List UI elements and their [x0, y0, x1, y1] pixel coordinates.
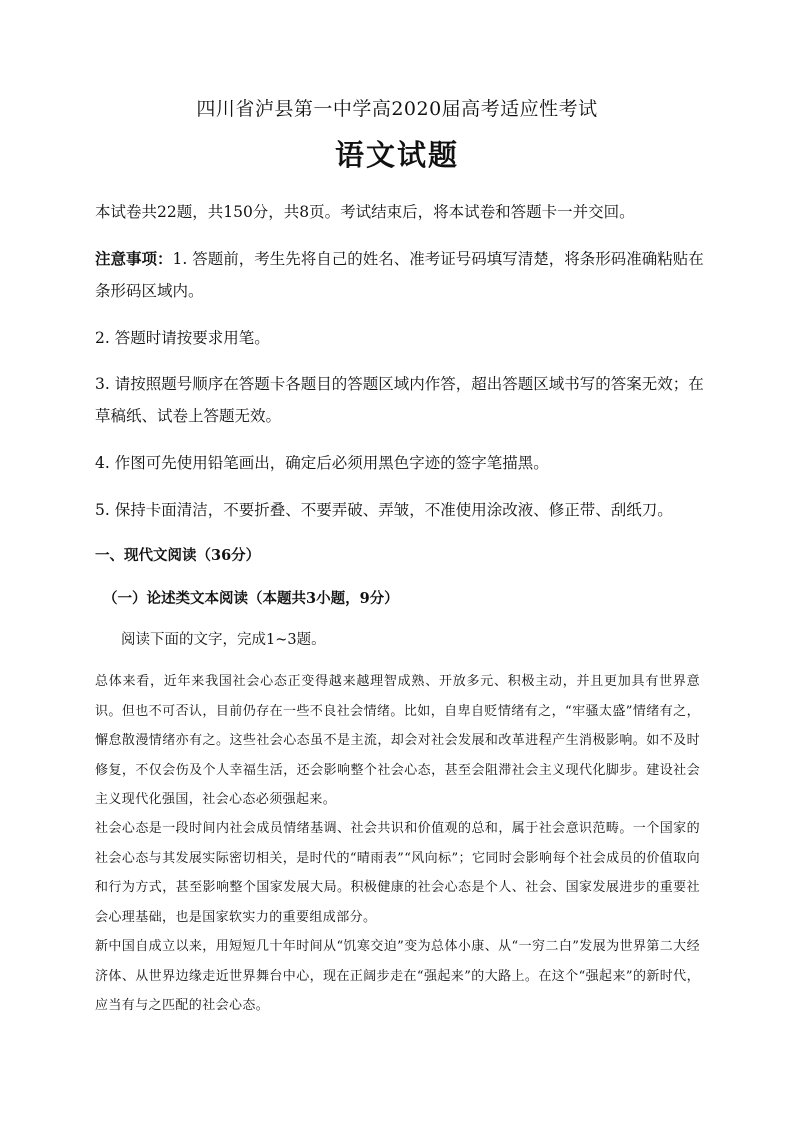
notes-label: 注意事项： [95, 249, 173, 268]
notes-item-3: 3. 请按照题号顺序在答题卡各题目的答题区域内作答，超出答题区域书写的答案无效；在草稿纸、试卷上答题无效。 [95, 375, 704, 425]
passage-paragraph-3: 新中国自成立以来，用短短几十年时间从“饥寒交迫”变为总体小康、从“一穷二白”发展为世界第二大经济体、从世界边缘走近世界舞台中心，现在正阔步走在“强起来”的大路上。在这个“强起来”的新时代，应当有与之匹配的社会心态。 [95, 939, 700, 1013]
notes-item-1-text: 1. 答题前，考生先将自己的姓名、准考证号码填写清楚，将条形码准确粘贴在条形码区域内。 [95, 250, 704, 300]
passage-paragraph-1: 总体来看，近年来我国社会心态正变得越来越理智成熟、开放多元、积极主动，并且更加具有世界意识。但也不可否认，目前仍存在一些不良社会情绪。比如，自卑自贬情绪有之，“牢骚太盛”情绪有之，懈怠散漫情绪亦有之。这些社会心态虽不是主流，却会对社会发展和改革进程产生消极影响。如不及时修复，不仅会伤及个人幸福生活，还会影响整个社会心态，甚至会阻滞社会主义现代化脚步。建设社会主义现代化强国，社会心态必须强起来。 [95, 674, 700, 807]
exam-intro: 本试卷共22题，共150分，共8页。考试结束后，将本试卷和答题卡一并交回。 [95, 203, 635, 221]
notes-item-4: 4. 作图可先使用铅笔画出，确定后必须用黑色字迹的签字笔描黑。 [95, 454, 549, 472]
notes-item-1 [95, 243, 705, 307]
reading-instruction: 阅读下面的文字，完成1~3题。 [121, 632, 326, 648]
subject-title: 语文试题 [334, 138, 459, 172]
passage-paragraph-2: 社会心态是一段时间内社会成员情绪基调、社会共识和价值观的总和，属于社会意识范畴。一个国家的社会心态与其发展实际密切相关，是时代的“晴雨表”“风向标”；它同时会影响每个社会成员的价值取向和行为方式，甚至影响整个国家发展大局。积极健康的社会心态是个人、社会、国家发展进步的重要社会心理基础，也是国家软实力的重要组成部分。 [95, 821, 700, 925]
section-heading: 一、现代文阅读（36分） [95, 547, 261, 564]
notes-item-5: 5. 保持卡面清洁，不要折叠、不要弄破、弄皱，不准使用涂改液、修正带、刮纸刀。 [95, 501, 673, 519]
subsection-heading: （一）论述类文本阅读（本题共3小题，9分） [103, 590, 399, 607]
exam-title: 四川省泸县第一中学高2020届高考适应性考试 [196, 98, 598, 120]
notes-item-2: 2. 答题时请按要求用笔。 [95, 329, 270, 347]
